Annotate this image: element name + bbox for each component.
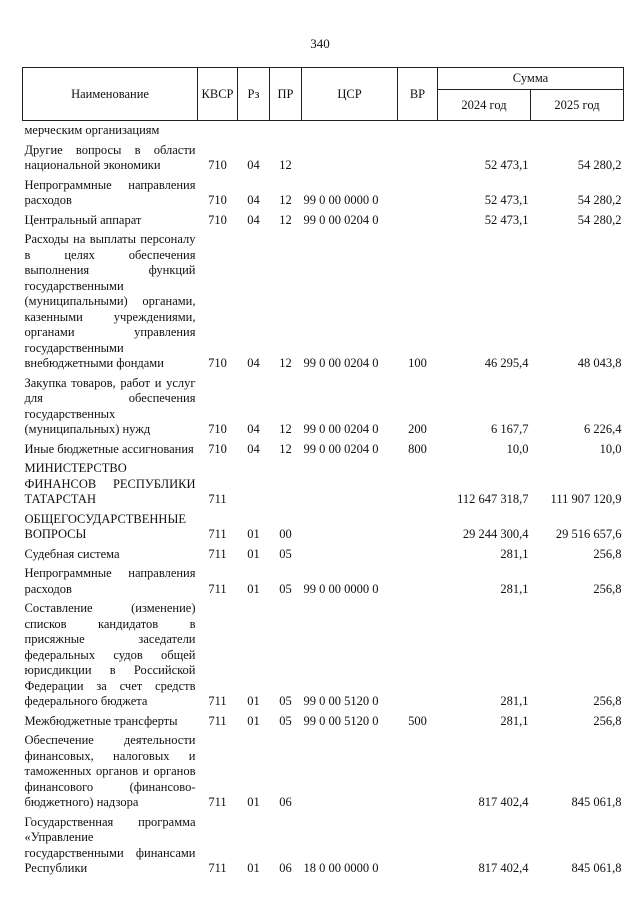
cell-pr: 12 xyxy=(279,212,292,227)
cell-name: Расходы на выплаты персоналу в целях обеспечения выполнения функций государственными (муниципальными) органами, казенными учреждениями, органами управления государственными внебюджетными фондами xyxy=(24,232,196,370)
cell-sum-2025: 29 516 657,6 xyxy=(555,527,622,541)
cell-sum-2025: 256,8 xyxy=(593,546,622,561)
cell-csr xyxy=(302,121,398,141)
cell-kvsr xyxy=(198,121,238,141)
cell-vr: 500 xyxy=(408,713,427,728)
cell-pr: 12 xyxy=(279,356,292,370)
cell-pr: 05 xyxy=(279,694,292,708)
cell-csr: 99 0 00 0000 0 xyxy=(303,581,379,596)
header-csr: ЦСР xyxy=(302,68,398,121)
cell-name: Обеспечение деятельности финансовых, налоговых и таможенных органов и органов финансового (финансово-бюджетного) надзора xyxy=(24,733,196,809)
cell-csr: 18 0 00 0000 0 xyxy=(303,861,379,875)
cell-kvsr: 710 xyxy=(208,212,227,227)
cell-pr: 12 xyxy=(279,158,292,172)
table-row xyxy=(23,141,624,176)
cell-kvsr: 711 xyxy=(208,694,227,708)
table-row xyxy=(23,813,624,879)
cell-vr xyxy=(398,141,438,176)
header-year-2024: 2024 год xyxy=(438,90,531,121)
cell-pr: 05 xyxy=(279,713,292,728)
cell-sum-2024: 281,1 xyxy=(500,694,529,708)
cell-sum-2024: 281,1 xyxy=(500,581,529,596)
cell-sum-2025: 48 043,8 xyxy=(577,356,622,370)
cell-pr xyxy=(270,121,302,141)
cell-rz: 04 xyxy=(247,441,260,456)
cell-rz xyxy=(238,121,270,141)
cell-vr xyxy=(398,813,438,879)
cell-name: Закупка товаров, работ и услуг для обеспечения государственных (муниципальных) нужд xyxy=(24,375,196,436)
table-row xyxy=(23,712,624,732)
table-body xyxy=(23,121,624,879)
cell-vr xyxy=(398,545,438,565)
page-number: 340 xyxy=(310,36,330,51)
cell-kvsr: 711 xyxy=(208,492,227,506)
cell-sum-2024: 46 295,4 xyxy=(484,356,529,370)
cell-sum-2024 xyxy=(438,121,531,141)
cell-vr xyxy=(398,176,438,211)
cell-csr xyxy=(302,545,398,565)
cell-kvsr: 711 xyxy=(208,581,227,596)
cell-name: Центральный аппарат xyxy=(24,212,142,227)
cell-csr: 99 0 00 0000 0 xyxy=(303,193,379,207)
table-row xyxy=(23,599,624,712)
cell-name: Составление (изменение) списков кандидатов в присяжные заседатели федеральных судов общей юрисдикции в Российской Федерации за счет средств федерального бюджета xyxy=(24,601,196,708)
cell-pr: 05 xyxy=(279,581,292,596)
table-header xyxy=(23,68,624,121)
cell-csr: 99 0 00 5120 0 xyxy=(303,713,379,728)
cell-pr: 12 xyxy=(279,193,292,207)
cell-name: Непрограммные направления расходов xyxy=(24,177,196,207)
cell-sum-2025: 10,0 xyxy=(599,441,622,456)
cell-csr xyxy=(302,459,398,510)
header-rz: Рз xyxy=(238,68,270,121)
cell-pr: 12 xyxy=(279,422,292,436)
cell-rz: 04 xyxy=(247,193,260,207)
cell-sum-2025: 256,8 xyxy=(593,713,622,728)
cell-sum-2024: 281,1 xyxy=(500,546,529,561)
cell-name: Иные бюджетные ассигнования xyxy=(24,441,194,456)
cell-rz: 04 xyxy=(247,212,260,227)
cell-vr xyxy=(398,599,438,712)
cell-vr xyxy=(398,211,438,231)
cell-rz: 01 xyxy=(247,527,260,541)
cell-pr: 05 xyxy=(279,546,292,561)
cell-sum-2024: 52 473,1 xyxy=(484,193,529,207)
cell-rz: 01 xyxy=(247,581,260,596)
cell-pr: 00 xyxy=(279,527,292,541)
cell-name: мерческим организациям xyxy=(24,123,160,137)
cell-rz xyxy=(238,459,270,510)
cell-csr xyxy=(302,510,398,545)
cell-sum-2025: 111 907 120,9 xyxy=(550,492,622,506)
table-row xyxy=(23,230,624,374)
table-row xyxy=(23,121,624,141)
header-name: Наименование xyxy=(23,68,198,121)
cell-name: Государственная программа «Управление государственными финансами Республики xyxy=(24,814,196,875)
table-row xyxy=(23,731,624,813)
cell-rz: 04 xyxy=(247,422,260,436)
table-row xyxy=(23,211,624,231)
cell-pr xyxy=(270,459,302,510)
cell-sum-2024: 52 473,1 xyxy=(484,158,529,172)
cell-pr: 06 xyxy=(279,861,292,875)
cell-name: МИНИСТЕРСТВО ФИНАНСОВ РЕСПУБЛИКИ ТАТАРСТАН xyxy=(24,461,196,506)
cell-sum-2025: 256,8 xyxy=(593,694,622,708)
cell-rz: 01 xyxy=(247,546,260,561)
cell-kvsr: 711 xyxy=(208,795,227,809)
cell-name: ОБЩЕГОСУДАРСТВЕННЫЕ ВОПРОСЫ xyxy=(24,511,186,541)
cell-csr: 99 0 00 0204 0 xyxy=(303,356,379,370)
table-row xyxy=(23,510,624,545)
header-vr: ВР xyxy=(398,68,438,121)
header-year-2025: 2025 год xyxy=(531,90,624,121)
cell-sum-2025: 54 280,2 xyxy=(577,212,622,227)
cell-kvsr: 710 xyxy=(208,441,227,456)
cell-sum-2025: 54 280,2 xyxy=(577,158,622,172)
table-row xyxy=(23,374,624,440)
cell-sum-2024: 52 473,1 xyxy=(484,212,529,227)
table-row xyxy=(23,176,624,211)
cell-vr xyxy=(398,510,438,545)
cell-kvsr: 710 xyxy=(208,422,227,436)
cell-name: Межбюджетные трансферты xyxy=(24,713,178,728)
cell-vr: 100 xyxy=(408,356,427,370)
cell-kvsr: 711 xyxy=(208,546,227,561)
table-row xyxy=(23,459,624,510)
cell-rz: 04 xyxy=(247,158,260,172)
cell-kvsr: 711 xyxy=(208,527,227,541)
cell-name: Судебная система xyxy=(24,546,120,561)
cell-vr xyxy=(398,564,438,599)
cell-vr xyxy=(398,731,438,813)
cell-name: Непрограммные направления расходов xyxy=(24,566,196,596)
cell-sum-2024: 112 647 318,7 xyxy=(457,492,529,506)
cell-csr xyxy=(302,731,398,813)
cell-sum-2025: 845 061,8 xyxy=(571,861,622,875)
cell-kvsr: 710 xyxy=(208,193,227,207)
cell-name: Другие вопросы в области национальной экономики xyxy=(24,142,196,172)
cell-sum-2025: 6 226,4 xyxy=(584,422,622,436)
cell-rz: 01 xyxy=(247,795,260,809)
cell-rz: 01 xyxy=(247,713,260,728)
cell-sum-2025: 54 280,2 xyxy=(577,193,622,207)
cell-sum-2024: 817 402,4 xyxy=(478,795,529,809)
cell-vr: 800 xyxy=(408,441,427,456)
cell-csr: 99 0 00 0204 0 xyxy=(303,212,379,227)
cell-sum-2024: 817 402,4 xyxy=(478,861,529,875)
cell-kvsr: 710 xyxy=(208,158,227,172)
cell-rz: 01 xyxy=(247,694,260,708)
cell-csr: 99 0 00 0204 0 xyxy=(303,441,379,456)
cell-vr xyxy=(398,121,438,141)
header-pr: ПР xyxy=(270,68,302,121)
budget-table xyxy=(22,67,624,879)
cell-csr: 99 0 00 0204 0 xyxy=(303,422,379,436)
cell-pr: 06 xyxy=(279,795,292,809)
cell-sum-2025: 845 061,8 xyxy=(571,795,622,809)
cell-sum-2024: 6 167,7 xyxy=(491,422,529,436)
table-row xyxy=(23,545,624,565)
cell-kvsr: 711 xyxy=(208,713,227,728)
cell-sum-2024: 10,0 xyxy=(506,441,529,456)
cell-pr: 12 xyxy=(279,441,292,456)
cell-kvsr: 711 xyxy=(208,861,227,875)
header-kvsr: КВСР xyxy=(198,68,238,121)
cell-csr: 99 0 00 5120 0 xyxy=(303,694,379,708)
table-row xyxy=(23,564,624,599)
cell-csr xyxy=(302,141,398,176)
cell-kvsr: 710 xyxy=(208,356,227,370)
cell-vr: 200 xyxy=(408,422,427,436)
cell-rz: 01 xyxy=(247,861,260,875)
cell-sum-2024: 29 244 300,4 xyxy=(462,527,529,541)
table-row xyxy=(23,440,624,460)
cell-vr xyxy=(398,459,438,510)
cell-rz: 04 xyxy=(247,356,260,370)
cell-sum-2025 xyxy=(531,121,624,141)
cell-sum-2025: 256,8 xyxy=(593,581,622,596)
header-sum: Сумма xyxy=(438,68,624,90)
cell-sum-2024: 281,1 xyxy=(500,713,529,728)
